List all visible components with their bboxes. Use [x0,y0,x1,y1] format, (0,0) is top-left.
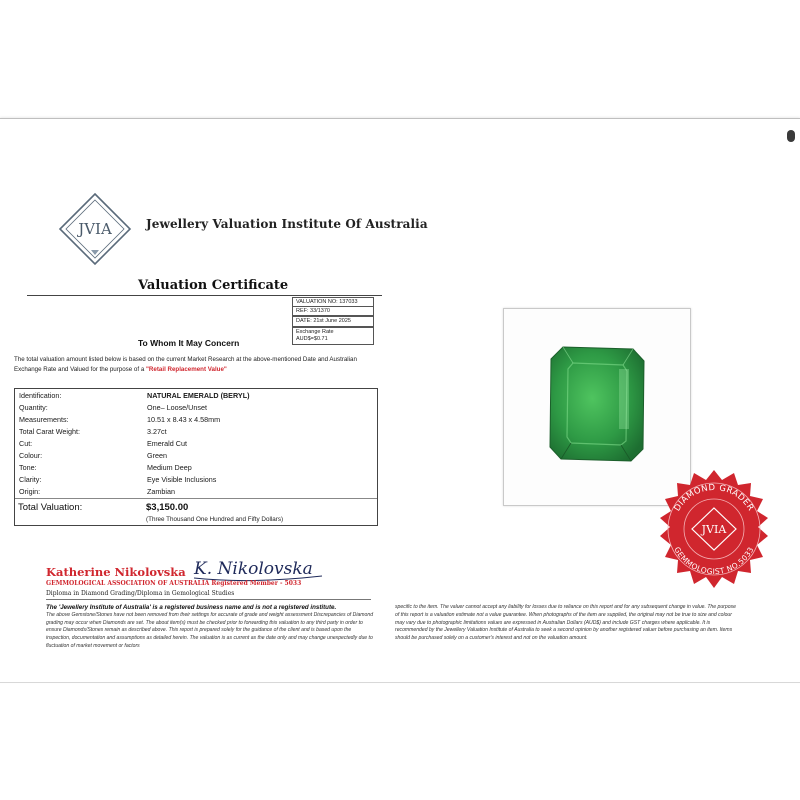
logo-text: JVIA [78,220,112,238]
detail-row-carat-weight [15,426,377,437]
detail-row-origin [15,486,377,497]
title-divider [27,295,382,296]
detail-label: Measurements: [19,415,69,424]
detail-value: Zambian [147,487,175,496]
detail-row-measurements [15,414,377,425]
disclaimer-left-text: The above Gemstone/Stones have not been removed from their settings for accurate of grade and weight assessment Discrepancies of Diamond grading may occur when Diamonds are set. The about item(s) must be checked prior to forwarding this valuation to any third party in order to ensure Diamonds/Stones remain as described above. This report is prepared solely for the guidance of the client and is based upon the inspection, documentation and assumptions as detailed herein. The valuation is as current as the date only and may change unexpectedly due to fluctuation of market movement or factors [46,611,374,649]
seal-center-text: JVIA [701,523,727,536]
detail-row-clarity [15,474,377,485]
seal-top-text: DIAMOND GRADER [672,482,756,514]
association-line: GEMMOLOGICAL ASSOCIATION OF AUSTRALIA Registered Member - 5033 [46,580,302,587]
total-amount: $3,150.00 [146,502,189,513]
svg-text:K. Nikolovska: K. Nikolovska [194,559,313,579]
disclaimer-left [46,604,376,651]
disclaimer-heading: The 'Jewellery Institute of Australia' is a registered business name and is not a registered institute. [46,604,337,611]
detail-row-colour [15,450,377,461]
detail-label: Clarity: [19,475,42,484]
institute-name: Jewellery Valuation Institute Of Australia [146,217,428,231]
detail-value: Emerald Cut [147,439,187,448]
salutation: To Whom It May Concern [138,338,240,348]
detail-value: 10.51 x 8.43 x 4.58mm [147,415,221,424]
detail-value: Medium Deep [147,463,192,472]
detail-value: NATURAL EMERALD (BERYL) [147,391,250,400]
detail-row-cut [15,438,377,449]
exchange-rate-label: Exchange Rate [296,329,334,335]
emerald-gemstone-image [549,345,645,463]
diamond-grader-seal [652,468,776,592]
detail-label: Tone: [19,463,37,472]
detail-row-tone [15,462,377,473]
total-in-words: (Three Thousand One Hundred and Fifty Dollars) [146,516,284,523]
total-label: Total Valuation: [18,502,83,513]
detail-label: Colour: [19,451,43,460]
intro-text: The total valuation amount listed below is based on the current Market Research at the above-mentioned Date and Australian Exchange Rate and Valued for the purpose of a [14,356,357,373]
detail-label: Quantity: [19,403,48,412]
certificate-title: Valuation Certificate [138,278,289,293]
disclaimer-right [395,604,740,643]
intro-paragraph [14,355,384,375]
intro-purpose: "Retail Replacement Value" [146,366,227,373]
diploma-line: Diploma in Diamond Grading/Diploma in Gemological Studies [46,590,235,597]
detail-label: Total Carat Weight: [19,427,80,436]
detail-value: Eye Visible Inclusions [147,475,217,484]
detail-row-quantity [15,402,377,413]
scan-mark [787,130,795,142]
seal-bottom-text: GEMMOLOGIST NO.5033 [672,545,756,577]
jvia-logo [58,192,132,266]
valuation-date: DATE: 21st June 2025 [292,316,374,327]
detail-value: Green [147,451,167,460]
detail-label: Origin: [19,487,41,496]
detail-label: Cut: [19,439,33,448]
detail-value: 3.27ct [147,427,167,436]
total-valuation-row [15,498,377,526]
signatory-name: Katherine Nikolovska [46,565,186,579]
details-table [14,388,378,526]
disclaimer-right-text: specific to the item. The valuer cannot accept any liability for losses due to reliance on this report and for any subsequent change in value. The purpose of this report is a valuation estimate not a value guarantee. When photographs of the item are supplied, the original may not be true to size and colour may vary due to photographic limitations values are expressed in Australian Dollars (AUD$) and include GST charges where applicable. It is recommended by the Jewellery Valuation Institute of Australia to seek a second opinion by another registered valuer before purchasing an item. Items should be purchased solely on a customer's interest and not on the valuation amount. [395,604,736,642]
detail-row-identification [15,390,377,401]
exchange-rate-value: AUD$=$0.71 [296,336,328,342]
valuation-number: VALUATION NO: 137033 [292,297,374,307]
detail-value: One– Loose/Unset [147,403,207,412]
reference-number: REF: 33/1370 [292,306,374,316]
detail-label: Identification: [19,391,62,400]
exchange-rate-box [292,327,374,345]
footer-divider [46,599,371,600]
